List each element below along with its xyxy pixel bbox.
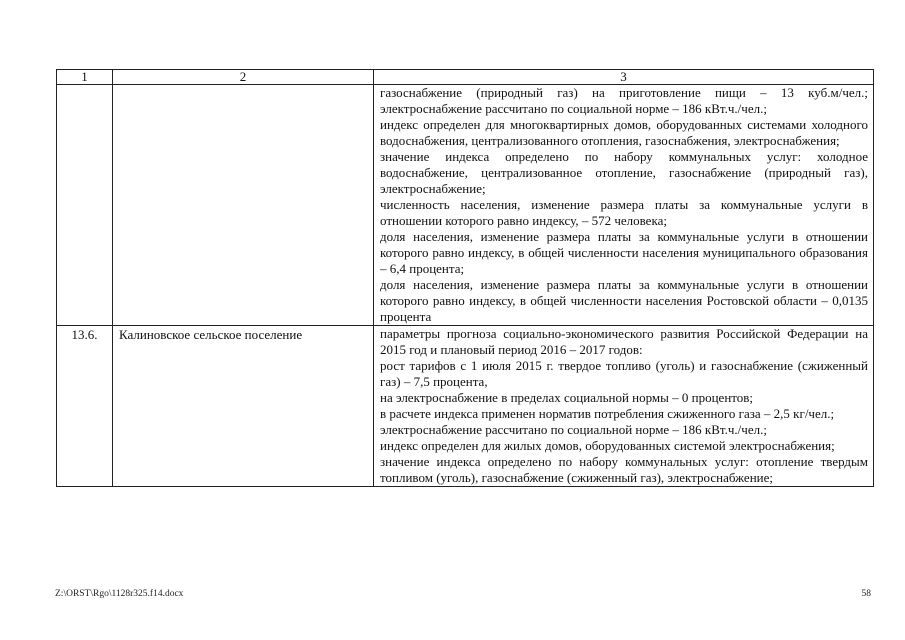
footer-file-path: Z:\ORST\Rgo\1128r325.f14.docx xyxy=(55,589,184,599)
paragraph: индекс определен для многоквартирных домов, оборудованных системами холодного водоснабжения, централизованного отопления, газоснабжения, электроснабжения; xyxy=(380,117,868,148)
row-name: Калиновское сельское поселение xyxy=(113,326,374,487)
column-header-3: 3 xyxy=(374,70,874,85)
column-header-2: 2 xyxy=(113,70,374,85)
paragraph: значение индекса определено по набору коммунальных услуг: отопление твердым топливом (уголь), газоснабжение (сжиженный газ), электроснабжение; xyxy=(380,454,868,485)
paragraph: на электроснабжение в пределах социальной нормы – 0 процентов; xyxy=(380,390,754,405)
column-header-1: 1 xyxy=(57,70,113,85)
paragraph: индекс определен для жилых домов, оборудованных системой электроснабжения; xyxy=(380,438,835,453)
paragraph: значение индекса определено по набору коммунальных услуг: холодное водоснабжение, централизованное отопление, газоснабжение (природный газ), электроснабжение; xyxy=(380,149,868,196)
paragraph: численность населения, изменение размера платы за коммунальные услуги в отношении которого равно индексу, – 572 человека; xyxy=(380,197,868,228)
paragraph: доля населения, изменение размера платы за коммунальные услуги в отношении которого равно индексу, в общей численности населения Ростовской области – 0,0135 процента xyxy=(380,277,868,324)
paragraph: в расчете индекса применен норматив потребления сжиженного газа – 2,5 кг/чел.; xyxy=(380,406,835,421)
table-row xyxy=(57,85,874,326)
row-name xyxy=(113,85,374,326)
paragraph: газоснабжение (природный газ) на приготовление пищи – 13 куб.м/чел.; электроснабжение рассчитано по социальной норме – 186 кВт.ч./чел.; xyxy=(380,85,868,116)
row-number xyxy=(57,85,113,326)
paragraph: электроснабжение рассчитано по социальной норме – 186 кВт.ч./чел.; xyxy=(380,422,767,437)
footer-page-number: 58 xyxy=(861,589,871,599)
row-number: 13.6. xyxy=(57,326,113,487)
row-description xyxy=(374,85,874,326)
header-row xyxy=(57,70,874,85)
table-row xyxy=(57,326,874,487)
paragraph: рост тарифов с 1 июля 2015 г. твердое топливо (уголь) и газоснабжение (сжиженный газ) – 7,5 процента, xyxy=(380,358,868,389)
paragraph: доля населения, изменение размера платы за коммунальные услуги в отношении которого равно индексу, в общей численности населения муниципального образования – 6,4 процента; xyxy=(380,229,868,276)
data-table xyxy=(56,69,874,487)
paragraph: параметры прогноза социально-экономического развития Российской Федерации на 2015 год и плановый период 2016 – 2017 годов: xyxy=(380,326,868,357)
row-description xyxy=(374,326,874,487)
